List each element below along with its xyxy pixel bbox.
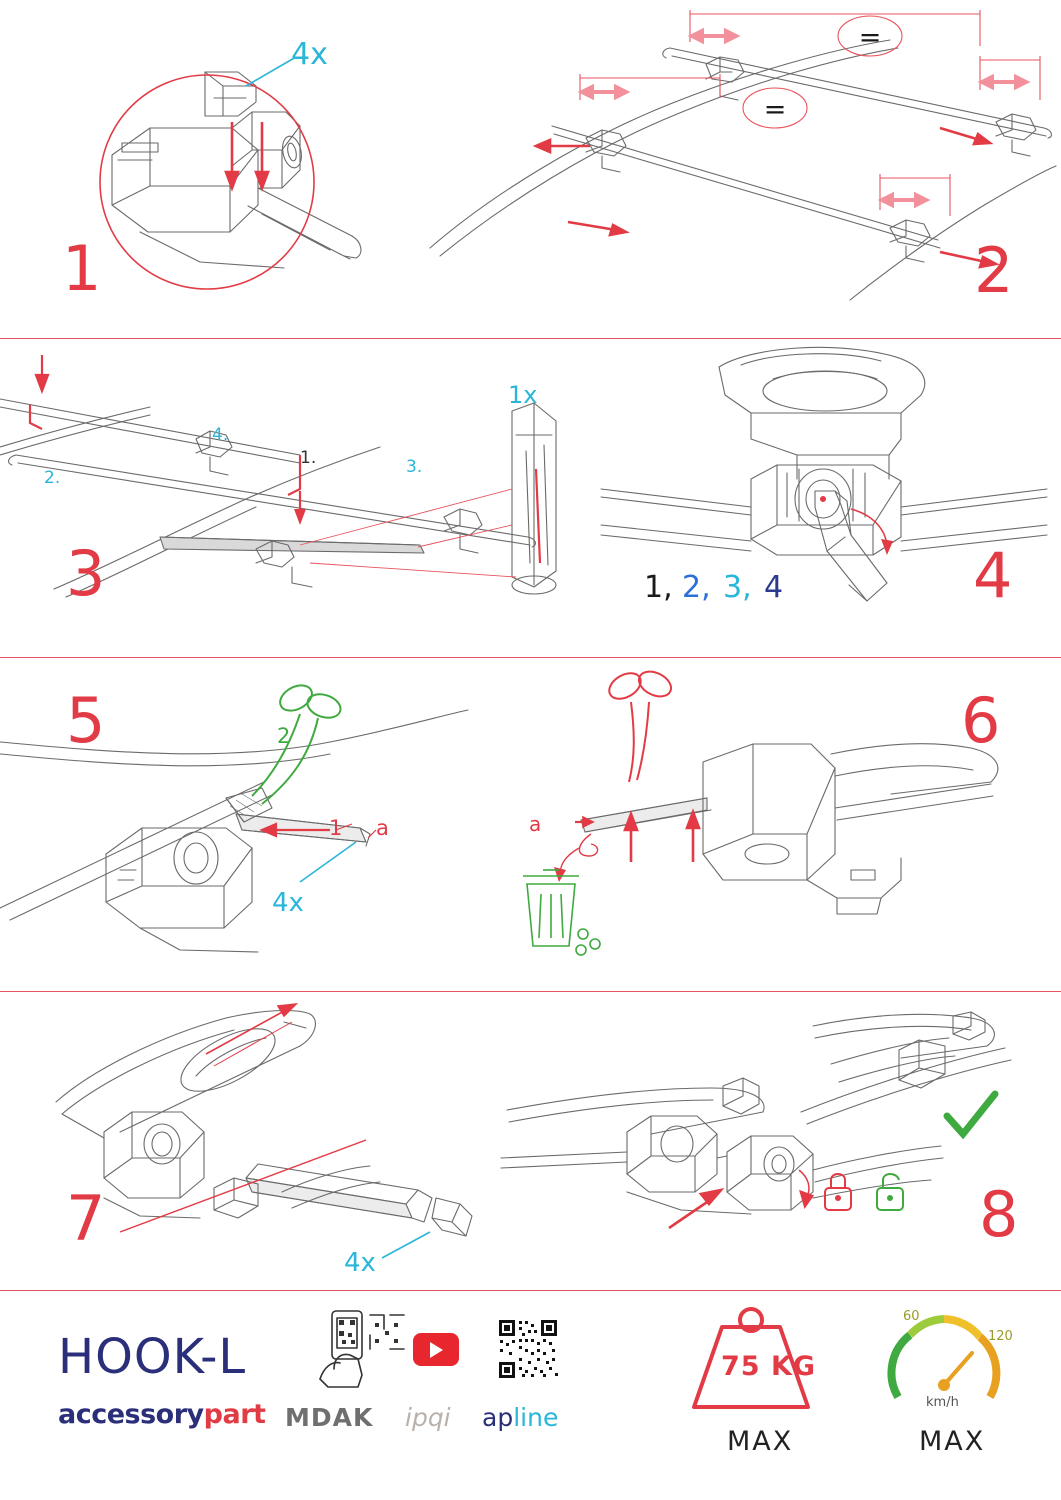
step-5-push-label: 1 bbox=[329, 816, 343, 840]
step-4-order-2-label: 2, bbox=[682, 570, 711, 605]
step-5-cut-label: 2 bbox=[277, 724, 291, 748]
step-4-order-4-label: 4 bbox=[764, 570, 784, 605]
max-load-caption: MAX bbox=[727, 1426, 794, 1457]
step-5-quantity-label: 4x bbox=[272, 888, 304, 918]
product-name: HOOK-L bbox=[58, 1329, 247, 1385]
max-speed-caption: MAX bbox=[919, 1426, 986, 1457]
qr-code-icon[interactable] bbox=[497, 1318, 559, 1380]
step-7-panel bbox=[0, 992, 500, 1290]
partner-apline: apline bbox=[482, 1403, 559, 1432]
step-7-number: 7 bbox=[66, 1182, 106, 1255]
speed-unit-label: km/h bbox=[926, 1395, 959, 1410]
step-6-panel bbox=[471, 658, 1061, 991]
step-2-illustration bbox=[420, 0, 1061, 338]
step-4-panel bbox=[601, 339, 1061, 657]
step-3-panel bbox=[0, 339, 600, 657]
step-3-order-4-label: 4. bbox=[212, 425, 229, 445]
step-1-number: 1 bbox=[62, 232, 102, 305]
step-2-number: 2 bbox=[974, 234, 1014, 307]
scan-qr-with-phone-icon bbox=[318, 1309, 408, 1389]
step-1-panel bbox=[0, 0, 420, 338]
gauge-max-label: 120 bbox=[988, 1329, 1013, 1344]
step-4-order-1-label: 1, bbox=[644, 570, 673, 605]
svg-text:=: = bbox=[858, 22, 882, 53]
brand-logo bbox=[58, 1399, 265, 1430]
correct-check-icon bbox=[947, 1094, 995, 1134]
svg-text:=: = bbox=[763, 94, 787, 125]
footer bbox=[0, 1291, 1061, 1500]
step-3-number: 3 bbox=[66, 537, 106, 610]
step-7-quantity-label: 4x bbox=[344, 1248, 376, 1278]
step-2-panel bbox=[420, 0, 1061, 338]
partner-ipqi: ipqi bbox=[405, 1403, 451, 1432]
step-3-order-3-label: 3. bbox=[406, 457, 423, 477]
step-3-order-1-label: 1. bbox=[300, 448, 317, 468]
brand-name-part-2: part bbox=[203, 1399, 266, 1430]
step-8-number: 8 bbox=[979, 1178, 1019, 1251]
step-3-order-2-label: 2. bbox=[44, 468, 61, 488]
youtube-play-icon[interactable] bbox=[413, 1333, 459, 1366]
partner-apline-highlight: line bbox=[513, 1403, 559, 1432]
step-4-order-3-label: 3, bbox=[723, 570, 752, 605]
step-1-quantity-label: 4x bbox=[291, 37, 328, 72]
step-5-strip-label: a bbox=[376, 816, 389, 840]
gauge-min-label: 60 bbox=[903, 1309, 920, 1324]
partner-mdak: MDAK bbox=[285, 1403, 374, 1432]
step-5-panel bbox=[0, 658, 470, 991]
step-6-strip-label: a bbox=[529, 812, 542, 836]
brand-name-part-1: accessory bbox=[58, 1399, 204, 1430]
step-6-number: 6 bbox=[961, 684, 1001, 757]
step-8-panel bbox=[501, 992, 1061, 1290]
step-5-number: 5 bbox=[66, 684, 106, 757]
lock-open-icon bbox=[877, 1174, 903, 1210]
step-8-illustration bbox=[501, 992, 1061, 1290]
max-load-value: 75 KG bbox=[721, 1351, 817, 1382]
step-4-number: 4 bbox=[973, 539, 1013, 612]
step-3-quantity-label: 1x bbox=[508, 381, 538, 409]
